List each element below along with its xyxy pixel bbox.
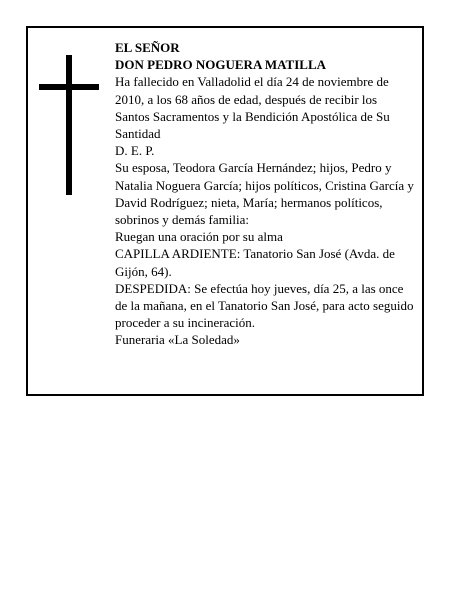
- title-line-1: EL SEÑOR: [115, 40, 180, 55]
- death-notice: Ha fallecido en Valladolid el día 24 de noviembre de 2010, a los 68 años de edad, después de recibir los Santos Sacramentos y la Bendición Apostólica de Su Santidad: [115, 74, 390, 142]
- funeral-home: Funeraria «La Soledad»: [115, 332, 240, 348]
- farewell-info: DESPEDIDA: Se efectúa hoy jueves, día 25, a las once de la mañana, en el Tanatorio San José, para acto seguido proceder a su incineración.: [115, 280, 414, 331]
- deceased-name: DON PEDRO NOGUERA MATILLA: [115, 57, 327, 73]
- chapel-info: CAPILLA ARDIENTE: Tanatorio San José (Avda. de Gijón, 64).: [115, 246, 395, 279]
- cross-icon: [39, 55, 99, 195]
- obituary-notice: [26, 26, 424, 396]
- cross-horizontal-bar: [39, 84, 99, 90]
- family-list: Su esposa, Teodora García Hernández; hijos, Pedro y Natalia Noguera García; hijos políticos, Cristina García y David Rodríguez; nieta, María; hermanos políticos, sobrinos y demás familia:: [115, 160, 414, 228]
- obituary-text: [115, 39, 415, 349]
- prayer-request: Ruegan una oración por su alma: [115, 229, 283, 245]
- rip-line: D. E. P.: [115, 143, 155, 159]
- cross-vertical-bar: [66, 55, 72, 195]
